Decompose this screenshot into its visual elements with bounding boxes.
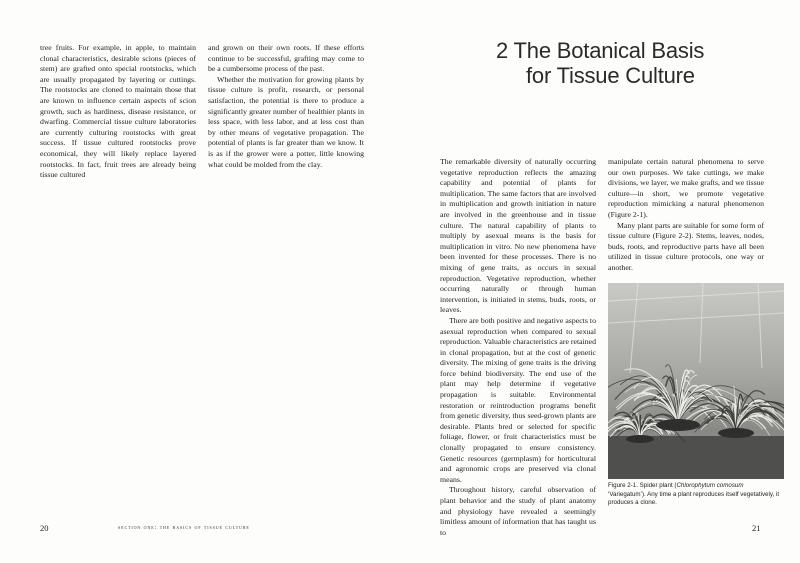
spider-plant-illustration: [608, 283, 784, 479]
right-page: [400, 0, 800, 563]
chapter-title: [496, 38, 796, 88]
paragraph: Whether the motivation for growing plants by tissue culture is profit, research, or personal satisfaction, the potential is there to produce a significantly greater number of healthier plants in less space, with less labor, and at less cost than by other means of vegetative propagation. The potential of plants is far greater than we know. It is as if the grower were a potter, little knowing what could be molded from the clay.: [208, 74, 364, 169]
spider-plant-photo: [608, 283, 784, 479]
running-head: section one: the basics of tissue culture: [118, 524, 250, 531]
right-column-1: [440, 157, 596, 538]
caption-text: ). Any time a plant reproduces itself vegetatively, it produces a clone.: [608, 490, 780, 507]
page-number: 20: [40, 523, 49, 533]
right-column-2: [608, 157, 764, 274]
paragraph: tree fruits. For example, in apple, to maintain clonal characteristics, desirable scions (pieces of stem) are grafted onto special rootstocks, which are usually propagated by layering or cuttings. The rootstocks are cloned to maintain those that are known to influence certain aspects of scion growth, such as hardiness, disease resistance, or dwarfing. Commercial tissue culture laboratories are currently culturing rootstocks with great success. If tissue cultured rootstocks prove economical, they will likely replace layered rootstocks. In fact, fruit trees are already being tissue cultured: [40, 43, 196, 180]
paragraph: manipulate certain natural phenomena to serve our own purposes. We take cuttings, we make divisions, we layer, we make grafts, and we tissue culture—in short, we promote vegetative reproduction mimicking a natural phenomenon (Figure 2-1).: [608, 157, 764, 219]
caption-species: Chlorophytum comosum: [676, 482, 744, 489]
left-column-1: [40, 43, 196, 181]
paragraph: Many plant parts are suitable for some form of tissue culture (Figure 2-2). Stems, leaves, nodes, buds, roots, and reproductive parts have all been utilized in tissue culture protocols, one way or another.: [608, 220, 764, 272]
paragraph: Throughout history, careful observation of plant behavior and the study of plant anatomy and physiology have revealed a seemingly limitless amount of information that has taught us to: [440, 485, 596, 537]
caption-text: Figure 2-1. Spider plant (: [608, 482, 677, 489]
figure-caption: [608, 482, 786, 508]
paragraph: The remarkable diversity of naturally occurring vegetative reproduction reflects the amazing capability and potential of plants for multiplication. The same factors that are involved in multiplication and growth initiation in nature are involved in the greenhouse and in tissue culture. The natural capability of plants to multiply by asexual means is the basis for multiplication in vitro. No new phenomena have been invented for these processes. There is no mixing of gene traits, as occurs in sexual reproduction. Vegetative reproduction, whether occurring naturally or through human intervention, is initiated in stems, buds, roots, or leaves.: [440, 157, 596, 315]
caption-cultivar: ‘Variegatum’: [608, 490, 642, 498]
paragraph: There are both positive and negative aspects to asexual reproduction when compared to sexual reproduction. Valuable characteristics are retained in clonal propagation, but at the cost of genetic diversity. The mixing of gene traits is the driving force behind biodiversity. The end use of the plant may help determine if vegetative propagation is suitable. Environmental restoration or reintroduction programs benefit from genetic diversity, thus seed-grown plants are desirable. Plants bred or selected for specific foliage, flower, or fruit characteristics must be clonally propagated to ensure consistency. Genetic resources (germplasm) for horticultural and agronomic crops are preserved via clonal means.: [440, 315, 596, 484]
page-number: 21: [752, 523, 761, 533]
left-column-2: [208, 43, 364, 170]
chapter-title-line: 2 The Botanical Basis: [496, 38, 705, 63]
chapter-title-line: for Tissue Culture: [526, 63, 695, 88]
paragraph: and grown on their own roots. If these efforts continue to be successful, grafting may come to be a cumbersome process of the past.: [208, 43, 364, 74]
